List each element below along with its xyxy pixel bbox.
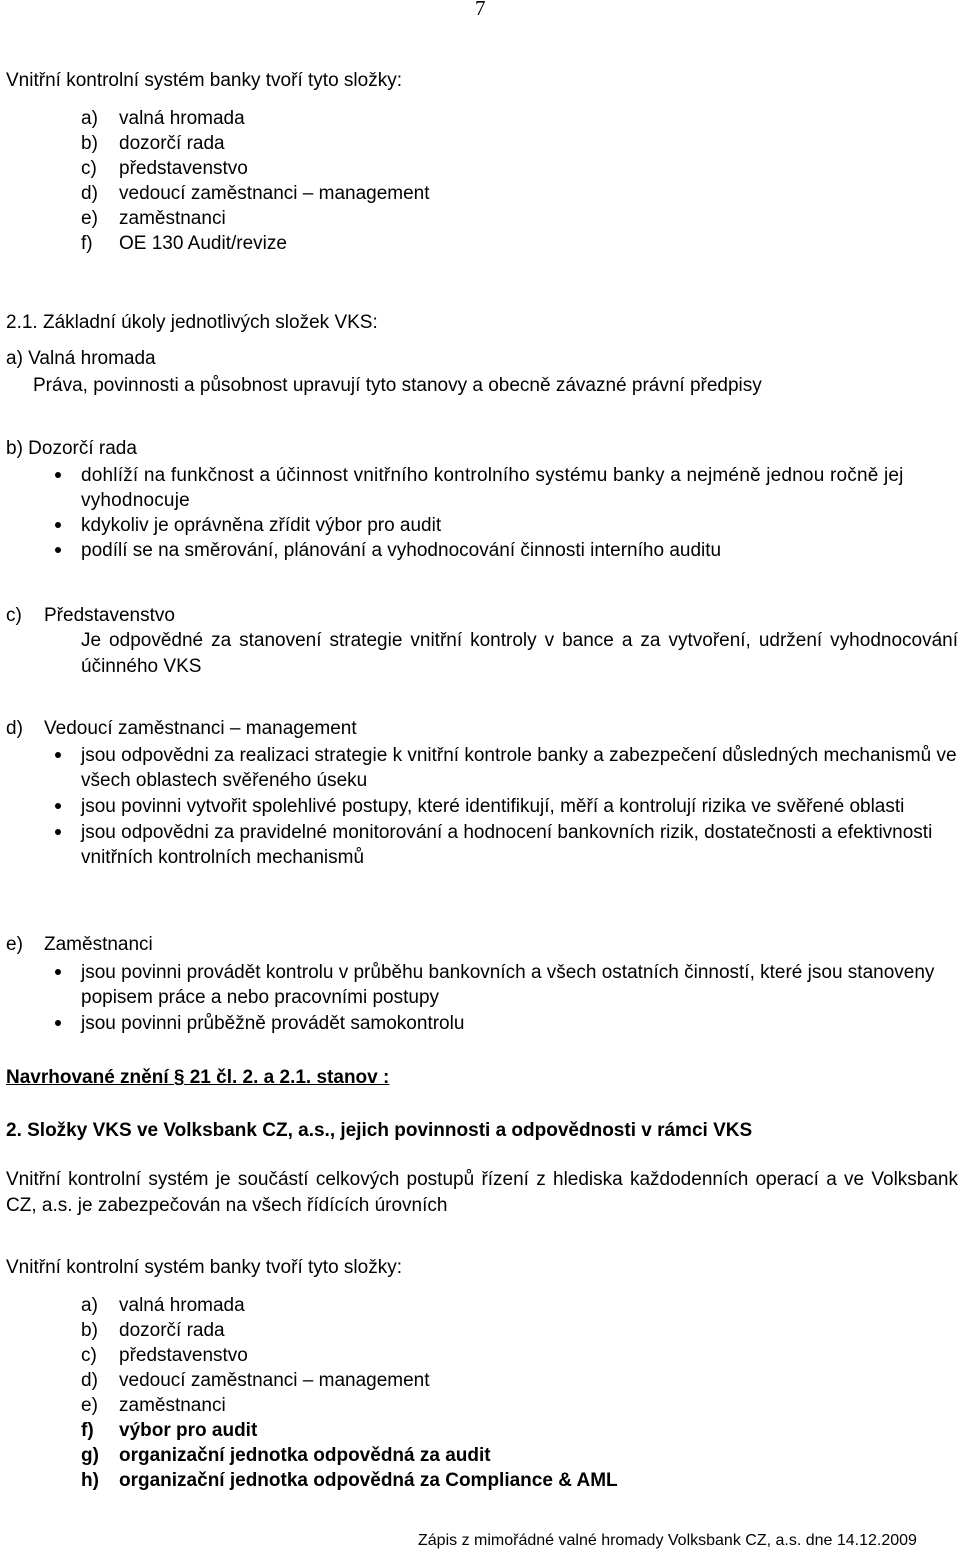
bullet-item: jsou povinni vytvořit spolehlivé postupy, které identifikují, měří a kontrolují rizika ve svěřené oblasti [56, 794, 960, 819]
heading-predstavenstvo: c) Představenstvo [6, 605, 175, 626]
list-item: d) vedoucí zaměstnanci – management [81, 183, 430, 204]
list-item: d) vedoucí zaměstnanci – management [81, 1370, 430, 1391]
heading-zamestnanci: e) Zaměstnanci [6, 934, 153, 955]
list-item: a) valná hromada [81, 1295, 245, 1316]
proposed-wording-heading: Navrhované znění § 21 čl. 2. a 2.1. stanov : [6, 1067, 390, 1088]
list-item: g) organizační jednotka odpovědná za audit [81, 1445, 491, 1466]
intro-paragraph: Vnitřní kontrolní systém banky tvoří tyto složky: [6, 70, 402, 91]
list-item: c) představenstvo [81, 158, 248, 179]
bullet-item: kdykoliv je oprávněna zřídit výbor pro audit [56, 513, 960, 538]
section-2-heading: 2. Složky VKS ve Volksbank CZ, a.s., jejich povinnosti a odpovědnosti v rámci VKS [6, 1120, 753, 1141]
components-list-2 [81, 1293, 618, 1493]
bullet-item: jsou odpovědni za pravidelné monitorování a hodnocení bankovních rizik, dostatečnosti a efektivnosti vnitřních kontrolních mechanismů [56, 820, 960, 870]
heading-dozorci-rada: b) Dozorčí rada [6, 438, 137, 459]
intro-paragraph-2: Vnitřní kontrolní systém banky tvoří tyto složky: [6, 1257, 402, 1278]
dozorci-rada-bullets [56, 463, 960, 563]
section-2-paragraph: Vnitřní kontrolní systém je součástí celkových postupů řízení z hlediska každodenních operací a ve Volksbank CZ, a.s. je zabezpečován na všech řídících úrovních [6, 1169, 958, 1216]
list-item: a) valná hromada [81, 108, 245, 129]
list-item: f) výbor pro audit [81, 1420, 258, 1441]
bullet-item: jsou odpovědni za realizaci strategie k vnitřní kontrole banky a zabezpečení důsledných mechanismů ve všech oblastech svěřeného úseku [56, 743, 960, 793]
predstavenstvo-text: Je odpovědné za stanovení strategie vnitřní kontroly v bance a za vytvoření, udržení vyhodnocování účinného VKS [81, 630, 958, 677]
list-item: b) dozorčí rada [81, 1320, 225, 1341]
page-number: 7 [475, 0, 486, 20]
list-item: e) zaměstnanci [81, 208, 226, 229]
zamestnanci-bullets [56, 960, 960, 1036]
heading-vedouci-zamestnanci: d) Vedoucí zaměstnanci – management [6, 718, 357, 739]
bullet-item: jsou povinni provádět kontrolu v průběhu bankovních a všech ostatních činností, které jsou stanoveny popisem práce a nebo pracovními postupy [56, 960, 960, 1010]
list-item: b) dozorčí rada [81, 133, 225, 154]
bullet-item: dohlíží na funkčnost a účinnost vnitřního kontrolního systému banky a nejméně jednou ročně jej vyhodnocuje [56, 463, 960, 513]
list-item: c) představenstvo [81, 1345, 248, 1366]
bullet-item: podílí se na směrování, plánování a vyhodnocování činnosti interního auditu [56, 538, 960, 563]
bullet-item: jsou povinni průběžně provádět samokontrolu [56, 1011, 960, 1036]
section-heading: 2.1. Základní úkoly jednotlivých složek VKS: [6, 312, 378, 333]
valna-hromada-text: Práva, povinnosti a působnost upravují tyto stanovy a obecně závazné právní předpisy [33, 375, 762, 396]
components-list [81, 106, 430, 256]
management-bullets [56, 743, 960, 870]
page-footer: Zápis z mimořádné valné hromady Volksbank CZ, a.s. dne 14.12.2009 [418, 1532, 917, 1549]
list-item: e) zaměstnanci [81, 1395, 226, 1416]
list-item: f) OE 130 Audit/revize [81, 233, 287, 254]
heading-valna-hromada: a) Valná hromada [6, 348, 156, 369]
list-item: h) organizační jednotka odpovědná za Compliance & AML [81, 1470, 618, 1491]
